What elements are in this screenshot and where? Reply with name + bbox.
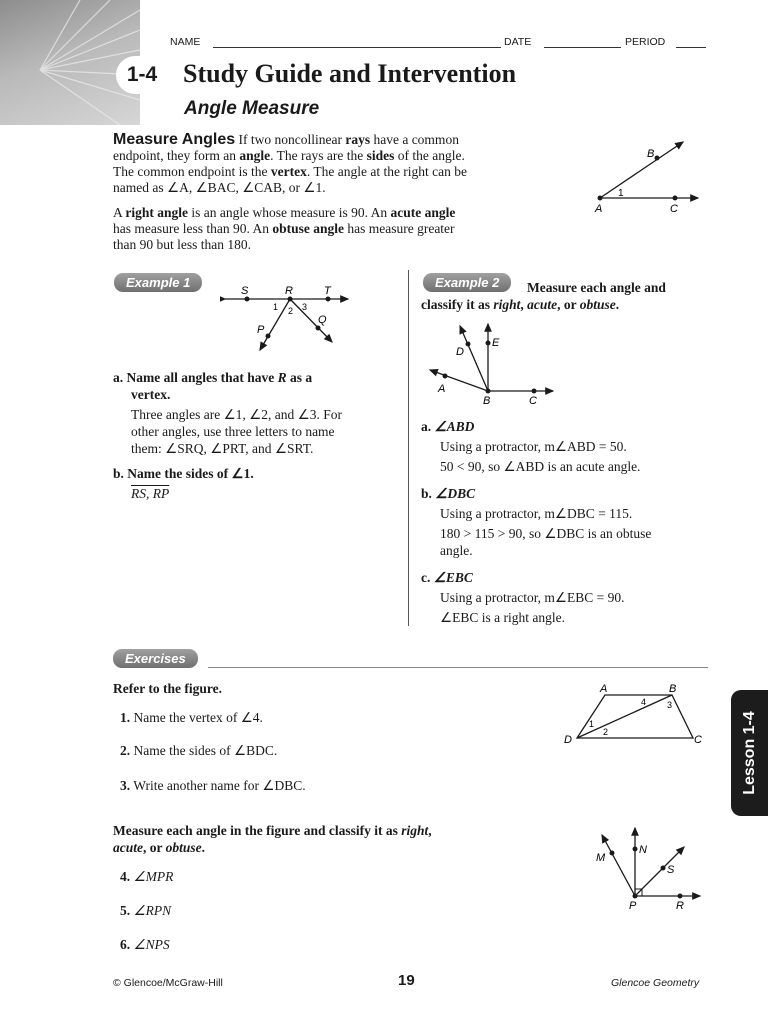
label-t: T xyxy=(324,285,331,297)
refer-to-figure: Refer to the figure. xyxy=(113,681,222,696)
measure-instructions: Measure each angle in the figure and classify it as right, acute, or obtuse. xyxy=(113,823,432,855)
label-p: P xyxy=(257,324,265,336)
page-title: Study Guide and Intervention xyxy=(183,59,517,88)
footer-book-title: Glencoe Geometry xyxy=(611,977,700,989)
page-number: 19 xyxy=(398,972,415,989)
example-1-question-a: a. Name all angles that have R as a vertex. Three angles are ∠1, ∠2, and ∠3. For other angles, use three letters to name them: ∠SRQ, ∠PRT, and ∠SRT. xyxy=(113,370,342,456)
example-2-part-b: b. ∠DBC Using a protractor, m∠DBC = 115. 180 > 115 > 90, so ∠DBC is an obtuse angle. xyxy=(421,486,652,558)
svg-text:D: D xyxy=(456,346,464,358)
svg-text:4: 4 xyxy=(641,697,647,707)
lesson-side-tab-label: Lesson 1-4 xyxy=(740,711,758,795)
svg-text:3: 3 xyxy=(667,700,673,710)
example-1-question-b: b. Name the sides of ∠1. RS, RP xyxy=(113,465,398,502)
exercise-figure-angles xyxy=(590,825,710,915)
svg-text:M: M xyxy=(596,852,606,864)
svg-text:1: 1 xyxy=(589,719,595,729)
date-label: DATE xyxy=(504,36,532,48)
lesson-number: 1-4 xyxy=(126,63,158,86)
label-c: C xyxy=(670,203,678,215)
exercise-3: 3. Write another name for ∠DBC. xyxy=(120,778,306,793)
lesson-number-badge xyxy=(116,56,168,94)
example-2-prompt-line-2: classify it as right, acute, or obtuse. xyxy=(421,297,620,312)
svg-text:2: 2 xyxy=(288,306,294,316)
svg-text:S: S xyxy=(667,864,675,876)
intro-heading: Measure Angles xyxy=(113,131,236,148)
period-label: PERIOD xyxy=(625,36,666,48)
name-line xyxy=(213,47,501,48)
svg-text:1: 1 xyxy=(273,302,279,312)
example-1-badge: Example 1 xyxy=(114,273,202,292)
name-label: NAME xyxy=(170,36,201,48)
exercises-badge: Exercises xyxy=(113,649,198,668)
exercise-4: 4. ∠MPR xyxy=(120,869,174,884)
svg-text:D: D xyxy=(564,734,572,746)
date-line xyxy=(544,47,621,48)
svg-text:A: A xyxy=(600,683,608,695)
exercise-2: 2. Name the sides of ∠BDC. xyxy=(120,743,278,758)
svg-text:C: C xyxy=(529,395,537,407)
exercise-6: 6. ∠NPS xyxy=(120,937,170,952)
column-divider xyxy=(408,270,409,626)
svg-text:2: 2 xyxy=(603,727,609,737)
example-2-part-c: c. ∠EBC Using a protractor, m∠EBC = 90. ∠EBC is a right angle. xyxy=(421,570,625,625)
exercise-5: 5. ∠RPN xyxy=(120,903,172,918)
rays-answer: RS, RP xyxy=(131,486,170,501)
example-2-badge: Example 2 xyxy=(423,273,511,292)
page-subtitle: Angle Measure xyxy=(184,98,320,119)
example-2-prompt-line-1: Measure each angle and xyxy=(527,280,666,295)
label-r: R xyxy=(285,285,293,297)
intro-paragraph-2: A right angle is an angle whose measure is 90. An acute angle has measure less than 90. An obtuse angle has measure greater than 90 but less than 180. xyxy=(113,205,456,252)
intro-paragraph-1: Measure Angles If two noncollinear rays have a common endpoint, they form an angle. The rays are the sides of the angle. The common endpoint is the vertex. The angle at the right can be named as ∠A, ∠BAC, ∠CAB, or ∠1. xyxy=(113,131,468,195)
svg-text:B: B xyxy=(669,683,677,695)
svg-text:P: P xyxy=(629,900,637,912)
svg-text:B: B xyxy=(483,395,491,407)
label-a: A xyxy=(595,203,603,215)
exercises-rule xyxy=(208,667,708,668)
label-q: Q xyxy=(318,314,327,326)
svg-text:N: N xyxy=(639,844,647,856)
svg-text:R: R xyxy=(676,900,684,912)
footer-copyright: © Glencoe/McGraw-Hill xyxy=(113,977,223,989)
svg-text:C: C xyxy=(694,734,702,746)
lesson-side-tab xyxy=(731,690,768,816)
label-s: S xyxy=(241,285,249,297)
period-line xyxy=(676,47,706,48)
label-1: 1 xyxy=(618,188,624,199)
example-2-part-a: a. ∠ABD Using a protractor, m∠ABD = 50. 50 < 90, so ∠ABD is an acute angle. xyxy=(421,419,641,474)
example-1-figure xyxy=(220,280,355,355)
example-2-figure xyxy=(425,320,560,410)
svg-text:E: E xyxy=(492,337,500,349)
exercise-figure-trapezoid xyxy=(560,680,710,750)
label-b: B xyxy=(647,148,655,160)
angle-bac-figure xyxy=(585,135,710,220)
svg-text:A: A xyxy=(438,383,446,395)
exercise-1: 1. Name the vertex of ∠4. xyxy=(120,710,263,725)
svg-text:3: 3 xyxy=(302,302,308,312)
